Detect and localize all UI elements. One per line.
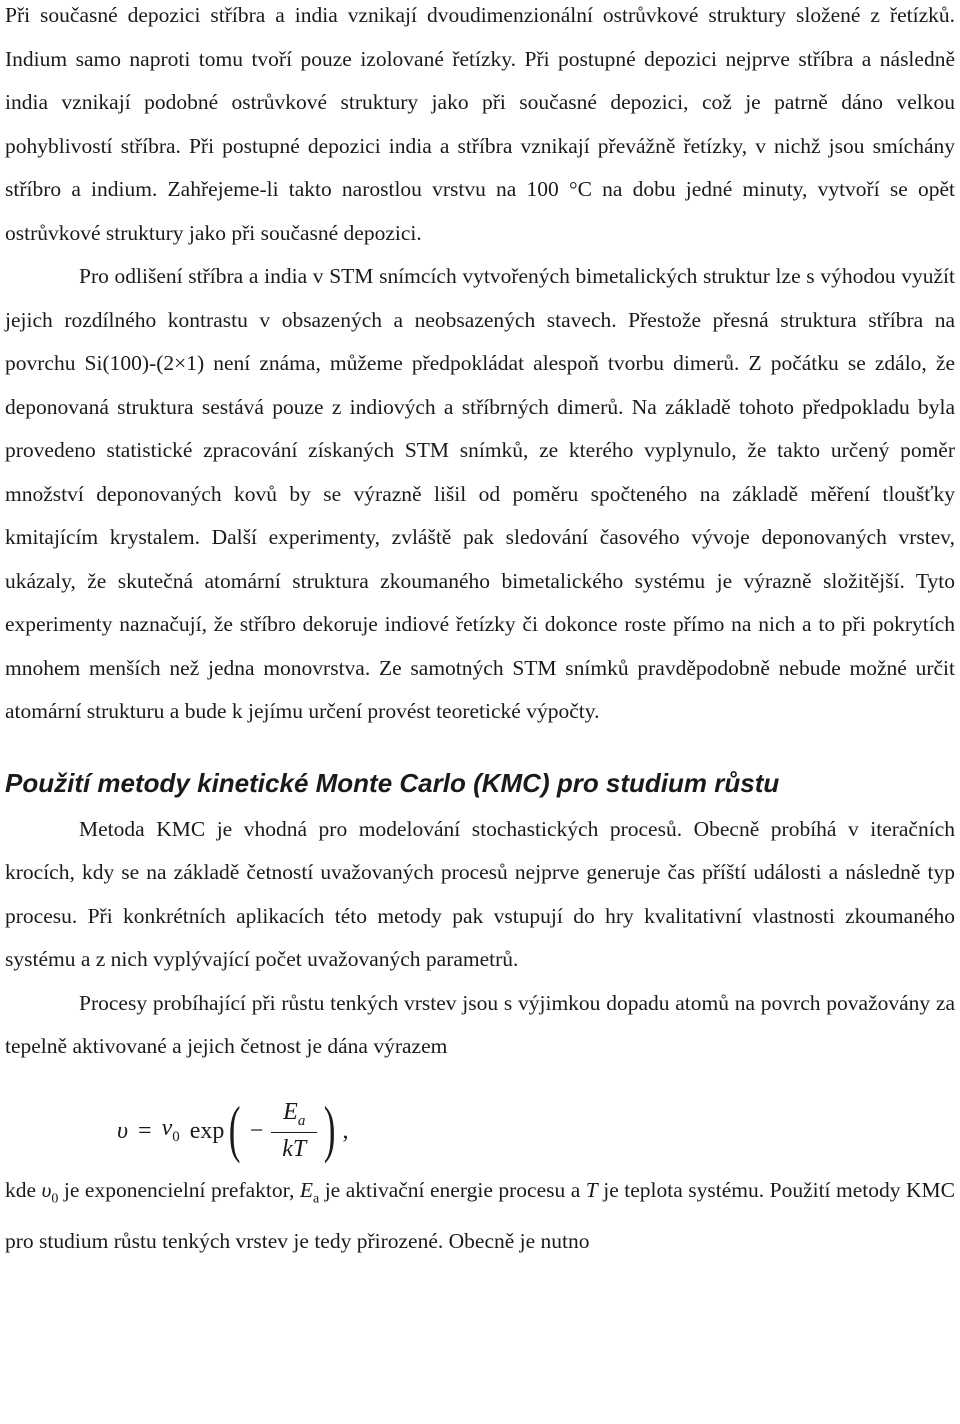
equation-equals: =	[138, 1117, 152, 1144]
equation-nu-subscript: 0	[172, 1129, 180, 1145]
equation-left-paren: (	[229, 1092, 241, 1164]
paragraph-5: kde $\upsilon_0$ je exponencielní prefaktor, $E_a$ je aktivační energie procesu a T je teplota systému. Použití metody KMC pro studium růstu tenkých vrstev je tedy přirozené. Obecně je nutno	[5, 1177, 956, 1254]
equation-denominator: kT	[282, 1135, 307, 1162]
section-heading: Použití metody kinetické Monte Carlo (KMC) pro studium růstu	[5, 767, 780, 798]
equation-minus: −	[249, 1117, 264, 1144]
document-page	[5, 0, 955, 1264]
symbol-upsilon0: $\upsilon_0$	[41, 1177, 59, 1206]
equation-comma: ,	[342, 1117, 349, 1144]
equation-numerator: $E_a$	[283, 1099, 306, 1129]
symbol-Ea: $E_a$	[299, 1177, 320, 1206]
equation-fraction	[271, 1100, 317, 1161]
rate-equation	[5, 1075, 955, 1169]
paragraph-2: Pro odlišení stříbra a india v STM snímcích vytvořených bimetalických struktur lze s výhodou využít jejich rozdílného kontrastu v obsazených a neobsazených stavech. Přestože přesná struktura stříbra na povrchu Si(100)-(2×1) není známa, můžeme předpokládat alespoň tvorbu dimerů. Z počátku se zdálo, že deponovaná struktura sestává pouze z indiových a stříbrných dimerů. Na základě tohoto předpokladu byla provedeno statistické zpracování získaných STM snímků, ze kterého vyplynulo, že takto určený poměr množství deponovaných kovů by se výrazně lišil od poměru spočteného na základě měření tloušťky kmitajícím krystalem. Další experimenty, zvláště pak sledování časového vývoje deponovaných vrstev, ukázaly, že skutečná atomární struktura zkoumaného bimetalického systému je výrazně složitější. Tyto experimenty naznačují, že stříbro dekoruje indiové řetízky či dokonce roste přímo na nich a to při pokrytích mnohem menších než jedna monovrstva. Ze samotných STM snímků pravděpodobně nebude možné určit atomární strukturu a bude k jejímu určení provést teoretické výpočty.	[5, 264, 955, 723]
equation-lhs: υ	[117, 1117, 129, 1144]
paragraph-1: Při současné depozici stříbra a india vznikají dvoudimenzionální ostrůvkové struktury složené z řetízků. Indium samo naproti tomu tvoří pouze izolované řetízky. Při postupné depozici nejprve stříbra a následně india vznikají podobné ostrůvkové struktury jako při současné depozici, což je patrně dáno velkou pohyblivostí stříbra. Při postupné depozici india a stříbra vznikají převážně řetízky, v nichž jsou smíchány stříbro a indium. Zahřejeme-li takto narostlou vrstvu na 100 °C na dobu jedné minuty, vytvoří se opět ostrůvkové struktury jako při současné depozici.	[5, 3, 955, 245]
symbol-T: T	[585, 1177, 598, 1202]
equation-prefactor	[162, 1116, 180, 1145]
equation-right-paren: )	[324, 1092, 336, 1164]
equation-exp: exp	[189, 1117, 225, 1144]
equation-nu: ν	[161, 1115, 173, 1141]
paragraph-3: Metoda KMC je vhodná pro modelování stochastických procesů. Obecně probíhá v iteračních krocích, kdy se na základě četností uvažovaných procesů nejprve generuje čas příští události a následně typ procesu. Při konkrétních aplikacích této metody pak vstupují do hry kvalitativní vlastnosti zkoumaného systému a z nich vyplývající počet uvažovaných parametrů.	[5, 816, 955, 971]
paragraph-4: Procesy probíhající při růstu tenkých vrstev jsou s výjimkou dopadu atomů na povrch považovány za tepelně aktivované a jejich četnost je dána výrazem	[5, 990, 955, 1058]
